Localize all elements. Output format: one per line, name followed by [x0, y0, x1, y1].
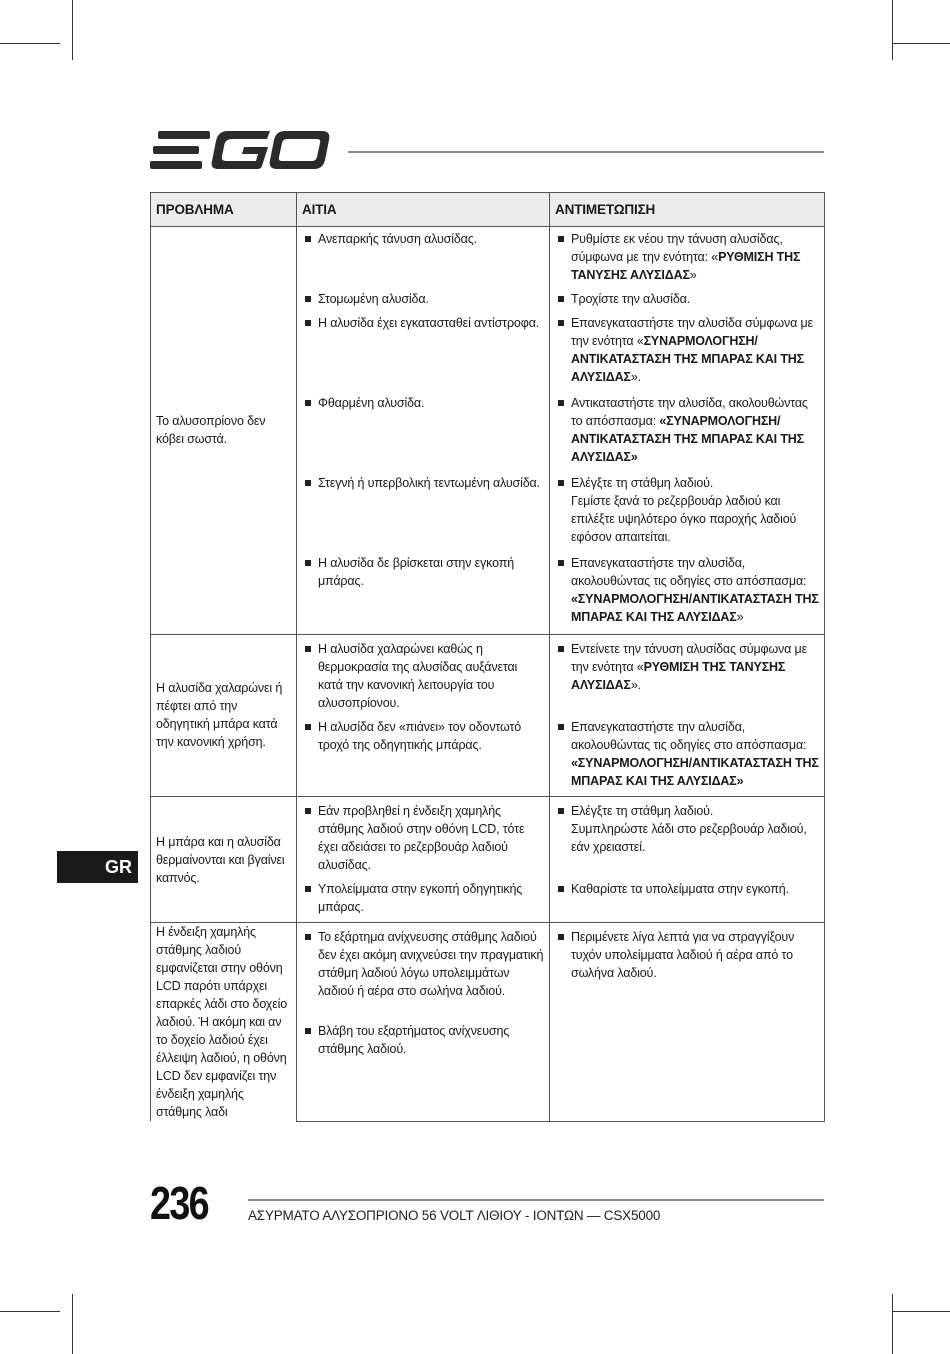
crop-mark — [0, 1311, 60, 1312]
problem-cell: Το αλυσοπρίονο δεν κόβει σωστά. — [151, 227, 297, 635]
fix-cell — [550, 634, 825, 718]
fix-item — [558, 802, 820, 856]
bullet-square-icon — [558, 480, 564, 486]
fix-text-part: » — [689, 268, 697, 282]
bullet-square-icon — [305, 320, 311, 326]
bullet-square-icon — [305, 400, 311, 406]
bullet-square-icon — [305, 560, 311, 566]
cause-text: Η αλυσίδα χαλαρώνει καθώς η θερμοκρασία της αλυσίδας αυξάνεται κατά την κανονική λειτουργία του αλυσοπρίονου. — [318, 641, 518, 710]
fix-text-part: » — [736, 610, 744, 624]
crop-mark — [892, 1311, 950, 1312]
fix-item — [558, 474, 820, 546]
cause-cell — [297, 634, 550, 718]
fix-cell — [550, 1022, 825, 1121]
fix-text-bold: «ΣΥΝΑΡΜΟΛΟΓΗΣΗ/ΑΝΤΙΚΑΤΑΣΤΑΣΗ ΤΗΣ ΜΠΑΡΑΣ ΚΑΙ ΤΗΣ ΑΛΥΣΙΔΑΣ» — [571, 755, 819, 788]
cause-item — [305, 554, 545, 590]
fix-text — [571, 718, 820, 790]
fix-item — [558, 718, 820, 790]
fix-text — [571, 230, 820, 284]
cause-text: Υπολείμματα στην εγκοπή οδηγητικής μπάρας. — [318, 882, 523, 914]
fix-item — [558, 640, 820, 694]
page-number: 236 — [150, 1177, 209, 1229]
table-row — [151, 797, 825, 881]
cause-cell — [297, 1022, 550, 1121]
header-rule — [348, 151, 824, 153]
bullet-square-icon — [558, 320, 564, 326]
fix-cell — [550, 880, 825, 923]
fix-cell — [550, 718, 825, 797]
cause-cell — [297, 314, 550, 394]
fix-text-part: Γεμίστε ξανά το ρεζερβουάρ λαδιού και επιλέξτε υψηλότερο όγκο παροχής λαδιού εφόσον απαιτείται. — [571, 494, 797, 544]
cause-text: Η αλυσίδα έχει εγκατασταθεί αντίστροφα. — [318, 316, 540, 330]
cause-cell — [297, 227, 550, 291]
footer-rule — [248, 1199, 824, 1201]
fix-text — [571, 554, 820, 626]
table-row — [151, 227, 825, 291]
fix-text-bold: ΡΥΘΜΙΣΗ ΤΗΣ ΤΑΝΥΣΗΣ ΑΛΥΣΙΔΑΣ — [571, 250, 801, 282]
cause-cell — [297, 474, 550, 554]
fix-text-part: Αντικαταστήστε την αλυσίδα, ακολουθώντας το απόσπασμα: — [571, 396, 808, 428]
fix-text-part: Εντείνετε την τάνυση αλυσίδας σύμφωνα με την ενότητα « — [571, 641, 808, 674]
cause-item — [305, 1022, 545, 1058]
bullet-square-icon — [558, 934, 564, 940]
header-cause: ΑΙΤΙΑ — [297, 193, 550, 227]
crop-mark — [72, 0, 73, 60]
ego-logo — [150, 128, 332, 172]
fix-item — [558, 880, 820, 898]
fix-text-part: Επανεγκαταστήστε την αλυσίδα σύμφωνα με την ενότητα « — [571, 316, 813, 348]
fix-text-part: Ελέγξτε τη στάθμη λαδιού. — [571, 804, 714, 818]
header-problem: ΠΡΟΒΛΗΜΑ — [151, 193, 297, 227]
table-row — [151, 634, 825, 718]
fix-item — [558, 394, 820, 466]
cause-item — [305, 290, 545, 308]
fix-item — [558, 230, 820, 284]
fix-text-bold: «ΣΥΝΑΡΜΟΛΟΓΗΣΗ/ΑΝΤΙΚΑΤΑΣΤΑΣΗ ΤΗΣ ΜΠΑΡΑΣ ΚΑΙ ΤΗΣ ΑΛΥΣΙΔΑΣ — [571, 592, 819, 624]
problem-cell: Η ένδειξη χαμηλής στάθμης λαδιού εμφανίζεται στην οθόνη LCD παρότι υπάρχει επαρκές λάδι στο δοχείο λαδιού. Ή ακόμη και αν το δοχείο λαδιού έχει έλλειψη λαδιού, η οθόνη LCD δεν εμφανίζει την ένδειξη χαμηλής στάθμης λαδι — [151, 923, 297, 1122]
fix-text — [571, 474, 820, 546]
bullet-square-icon — [558, 236, 564, 242]
language-tab-label: GR — [105, 856, 132, 877]
cause-item — [305, 640, 545, 712]
bullet-square-icon — [558, 646, 564, 652]
fix-cell — [550, 474, 825, 554]
cause-text: Στεγνή ή υπερβολική τεντωμένη αλυσίδα. — [318, 476, 540, 490]
fix-text — [571, 880, 820, 898]
cause-item — [305, 880, 545, 916]
fix-item — [558, 314, 820, 386]
fix-cell — [550, 394, 825, 474]
cause-text: Εάν προβληθεί η ένδειξη χαμηλής στάθμης λαδιού στην οθόνη LCD, τότε έχει αδειάσει το ρεζερβουάρ λαδιού αλυσίδας. — [318, 804, 525, 872]
fix-item — [558, 290, 820, 308]
fix-text — [571, 802, 820, 856]
cause-item — [305, 474, 545, 492]
fix-cell — [550, 554, 825, 634]
bullet-square-icon — [305, 646, 311, 652]
crop-mark — [892, 43, 950, 44]
cause-text: Το εξάρτημα ανίχνευσης στάθμης λαδιού δεν έχει ακόμη ανιχνεύσει την πραγματική στάθμη λαδιού λόγω υπολειμμάτων λαδιού ή αέρα στο σωλήνα λαδιού. — [318, 930, 544, 998]
crop-mark — [892, 0, 893, 60]
fix-text-part: Ρυθμίστε εκ νέου την τάνυση αλυσίδας, σύμφωνα με την ενότητα: « — [571, 232, 783, 264]
fix-text-part: Επανεγκαταστήστε την αλυσίδα, ακολουθώντας τις οδηγίες στο απόσπασμα: — [571, 719, 807, 752]
fix-text — [571, 314, 820, 386]
fix-text-part: ». — [630, 370, 641, 384]
cause-item — [305, 802, 545, 874]
fix-cell — [550, 797, 825, 881]
cause-cell — [297, 554, 550, 634]
fix-text-part: ». — [630, 677, 641, 692]
fix-text — [571, 290, 820, 308]
fix-text-part: Επανεγκαταστήστε την αλυσίδα, ακολουθώντας τις οδηγίες στο απόσπασμα: — [571, 556, 807, 588]
fix-cell — [550, 290, 825, 314]
bullet-square-icon — [305, 934, 311, 940]
cause-item — [305, 314, 545, 332]
cause-text: Η αλυσίδα δεν «πιάνει» τον οδοντωτό τροχό της οδηγητικής μπάρας. — [318, 719, 522, 752]
cause-text: Στομωμένη αλυσίδα. — [318, 292, 429, 306]
cause-item — [305, 230, 545, 248]
cause-cell — [297, 394, 550, 474]
fix-text-part: Συμπληρώστε λάδι στο ρεζερβουάρ λαδιού, εάν χρειαστεί. — [571, 822, 807, 854]
cause-text: Η αλυσίδα δε βρίσκεται στην εγκοπή μπάρας. — [318, 556, 515, 588]
bullet-square-icon — [305, 236, 311, 242]
table-header-row — [151, 193, 825, 227]
fix-text — [571, 394, 820, 466]
problem-cell: Η αλυσίδα χαλαρώνει ή πέφτει από την οδηγητική μπάρα κατά την κανονική χρήση. — [151, 634, 297, 797]
fix-text — [571, 640, 820, 694]
cause-cell — [297, 923, 550, 1022]
bullet-square-icon — [305, 296, 311, 302]
fix-cell — [550, 314, 825, 394]
cause-cell — [297, 880, 550, 923]
problem-cell: Η μπάρα και η αλυσίδα θερμαίνονται και βγαίνει καπνός. — [151, 797, 297, 923]
fix-text-part: Καθαρίστε τα υπολείμματα στην εγκοπή. — [571, 882, 789, 896]
header-fix: ΑΝΤΙΜΕΤΩΠΙΣΗ — [550, 193, 825, 227]
cause-item — [305, 394, 545, 412]
bullet-square-icon — [305, 886, 311, 892]
cause-item — [305, 928, 545, 1000]
bullet-square-icon — [558, 724, 564, 730]
cause-cell — [297, 797, 550, 881]
crop-mark — [72, 1294, 73, 1354]
bullet-square-icon — [558, 400, 564, 406]
cause-text: Ανεπαρκής τάνυση αλυσίδας. — [318, 232, 477, 246]
cause-item — [305, 718, 545, 754]
bullet-square-icon — [305, 480, 311, 486]
fix-text-part: Περιμένετε λίγα λεπτά για να στραγγίξουν τυχόν υπολείμματα λαδιού ή αέρα από το σωλήνα λαδιού. — [571, 930, 795, 980]
fix-text-bold: ΣΥΝΑΡΜΟΛΟΓΗΣΗ/ ΑΝΤΙΚΑΤΑΣΤΑΣΗ ΤΗΣ ΜΠΑΡΑΣ ΚΑΙ ΤΗΣ ΑΛΥΣΙΔΑΣ — [571, 334, 805, 384]
cause-cell — [297, 290, 550, 314]
bullet-square-icon — [305, 724, 311, 730]
fix-text — [571, 928, 820, 982]
cause-cell — [297, 718, 550, 797]
crop-mark — [892, 1294, 893, 1354]
fix-text-bold: «ΣΥΝΑΡΜΟΛΟΓΗΣΗ/ΑΝΤΙΚΑΤΑΣΤΑΣΗ ΤΗΣ ΜΠΑΡΑΣ ΚΑΙ ΤΗΣ ΑΛΥΣΙΔΑΣ» — [571, 414, 805, 464]
fix-text-bold: ΡΥΘΜΙΣΗ ΤΗΣ ΤΑΝΥΣΗΣ ΑΛΥΣΙΔΑΣ — [571, 659, 786, 692]
fix-item — [558, 554, 820, 626]
fix-item — [558, 928, 820, 982]
fix-text-part: Ελέγξτε τη στάθμη λαδιού. — [571, 476, 714, 490]
cause-text: Φθαρμένη αλυσίδα. — [318, 396, 425, 410]
bullet-square-icon — [305, 808, 311, 814]
cause-text: Βλάβη του εξαρτήματος ανίχνευσης στάθμης λαδιού. — [318, 1023, 510, 1056]
bullet-square-icon — [558, 886, 564, 892]
bullet-square-icon — [558, 296, 564, 302]
crop-mark — [0, 43, 60, 44]
footer-title: ΑΣΥΡΜΑΤΟ ΑΛΥΣΟΠΡΙΟΝΟ 56 VOLT ΛΙΘΙΟΥ - ΙΟΝΤΩΝ — CSX5000 — [248, 1208, 661, 1223]
bullet-square-icon — [558, 560, 564, 566]
table-row — [151, 923, 825, 1022]
fix-text-part: Τροχίστε την αλυσίδα. — [571, 292, 691, 306]
bullet-square-icon — [558, 808, 564, 814]
troubleshooting-table — [150, 192, 825, 1122]
language-tab — [57, 851, 138, 883]
fix-cell — [550, 923, 825, 1022]
fix-cell — [550, 227, 825, 291]
bullet-square-icon — [305, 1028, 311, 1034]
